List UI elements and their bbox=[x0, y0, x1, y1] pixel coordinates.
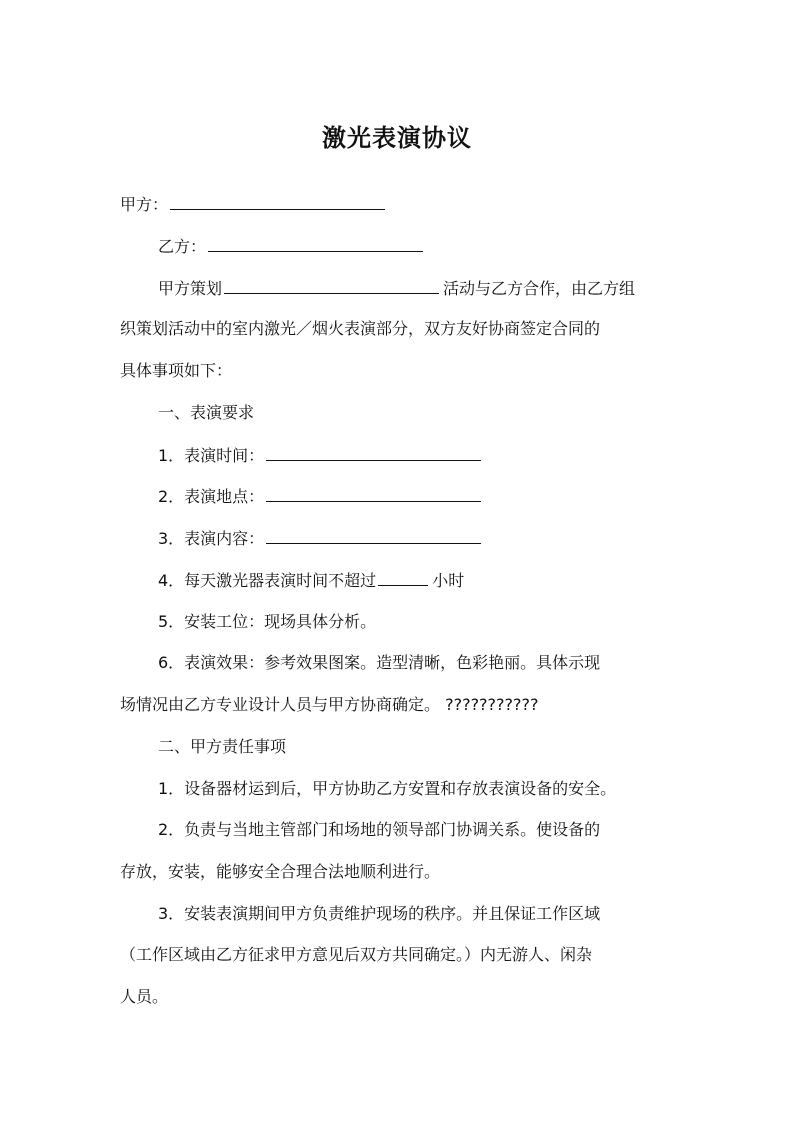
party-a-duty-2-line-1: 2．负责与当地主管部门和场地的领导部门协调关系。使设备的 bbox=[158, 820, 601, 839]
section1-heading: 一、表演要求 bbox=[158, 403, 255, 422]
laser-duration-suffix: 小时 bbox=[432, 571, 465, 590]
party-a-duty-3-line-1: 3．安装表演期间甲方负责维护现场的秩序。并且保证工作区域 bbox=[158, 904, 601, 923]
intro-line-2: 织策划活动中的室内激光／烟火表演部分，双方友好协商签定合同的 bbox=[120, 319, 601, 338]
performance-venue-line bbox=[158, 485, 485, 508]
intro-suffix: 活动与乙方合作，由乙方组 bbox=[443, 279, 636, 298]
party-b-blank bbox=[208, 235, 423, 252]
party-a-label: 甲方： bbox=[120, 195, 169, 214]
intro-prefix: 甲方策划 bbox=[158, 279, 223, 298]
document-title: 激光表演协议 bbox=[322, 123, 472, 152]
performance-time-blank bbox=[266, 444, 481, 461]
party-a-duty-2-line-2: 存放，安装，能够安全合理合法地顺利进行。 bbox=[120, 862, 441, 881]
install-position-line: 5．安装工位：现场具体分析。 bbox=[158, 612, 377, 631]
laser-hours-blank bbox=[378, 569, 428, 586]
performance-content-line bbox=[158, 527, 485, 550]
party-a-duty-1: 1．设备器材运到后，甲方协助乙方安置和存放表演设备的安全。 bbox=[158, 779, 617, 798]
performance-content-label: 3．表演内容： bbox=[158, 529, 265, 548]
party-a-blank bbox=[170, 193, 385, 210]
intro-line-3: 具体事项如下： bbox=[120, 361, 233, 380]
section2-heading: 二、甲方责任事项 bbox=[158, 737, 287, 756]
effect-line-1: 6．表演效果：参考效果图案。造型清晰，色彩艳丽。具体示现 bbox=[158, 653, 601, 672]
party-a-duty-3-line-2: （工作区域由乙方征求甲方意见后双方共同确定。）内无游人、闲杂 bbox=[120, 945, 593, 964]
performance-venue-blank bbox=[266, 485, 481, 502]
intro-line-1 bbox=[158, 277, 635, 300]
performance-time-label: 1．表演时间： bbox=[158, 446, 265, 465]
performance-content-blank bbox=[266, 527, 481, 544]
party-b-label: 乙方： bbox=[158, 237, 207, 256]
party-b-line bbox=[158, 235, 427, 258]
performance-venue-label: 2．表演地点： bbox=[158, 487, 265, 506]
party-a-line bbox=[120, 193, 389, 216]
effect-line-2: 场情况由乙方专业设计人员与甲方协商确定。 ??????????? bbox=[120, 695, 539, 714]
laser-duration-prefix: 4．每天激光器表演时间不超过 bbox=[158, 571, 377, 590]
performance-time-line bbox=[158, 444, 485, 467]
laser-duration-line bbox=[158, 569, 464, 592]
event-blank bbox=[224, 277, 439, 294]
party-a-duty-3-line-3: 人员。 bbox=[120, 987, 169, 1006]
